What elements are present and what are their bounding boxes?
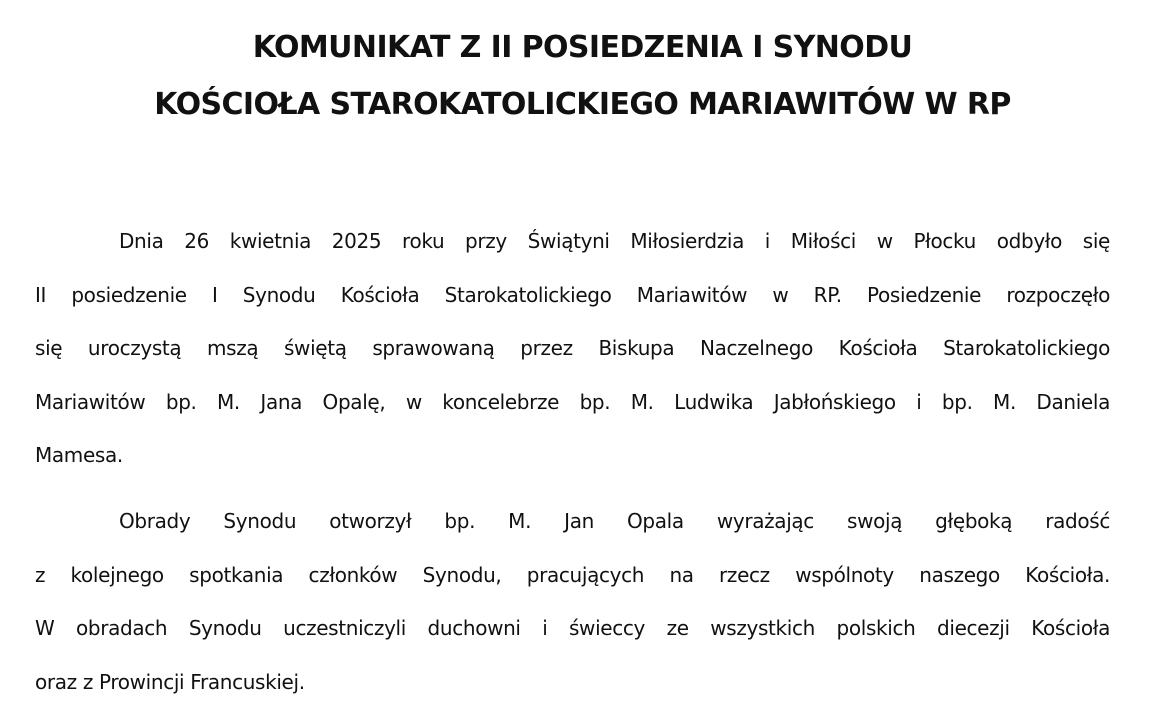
paragraph-line: się uroczystą mszą świętą sprawowaną przez Biskupa Naczelnego Kościoła Starokatolickiego (35, 322, 1110, 376)
paragraph-line: Obrady Synodu otworzył bp. M. Jan Opala wyrażając swoją głęboką radość (35, 495, 1110, 549)
paragraph-2 (35, 495, 1110, 709)
paragraph-line: oraz z Prowincji Francuskiej. (35, 656, 1110, 709)
document-title-line-1: KOMUNIKAT Z II POSIEDZENIA I SYNODU (0, 30, 1165, 66)
paragraph-1 (35, 215, 1110, 483)
paragraph-line: z kolejnego spotkania członków Synodu, pracujących na rzecz wspólnoty naszego Kościoła. (35, 549, 1110, 603)
paragraph-line: Mariawitów bp. M. Jana Opalę, w koncelebrze bp. M. Ludwika Jabłońskiego i bp. M. Daniela (35, 376, 1110, 430)
paragraph-line: Dnia 26 kwietnia 2025 roku przy Świątyni Miłosierdzia i Miłości w Płocku odbyło się (35, 215, 1110, 269)
paragraph-line: W obradach Synodu uczestniczyli duchowni i świeccy ze wszystkich polskich diecezji Kościoła (35, 602, 1110, 656)
document-title-line-2: KOŚCIOŁA STAROKATOLICKIEGO MARIAWITÓW W RP (0, 87, 1165, 123)
paragraph-line: Mamesa. (35, 429, 1110, 483)
paragraph-line: II posiedzenie I Synodu Kościoła Starokatolickiego Mariawitów w RP. Posiedzenie rozpoczęło (35, 269, 1110, 323)
